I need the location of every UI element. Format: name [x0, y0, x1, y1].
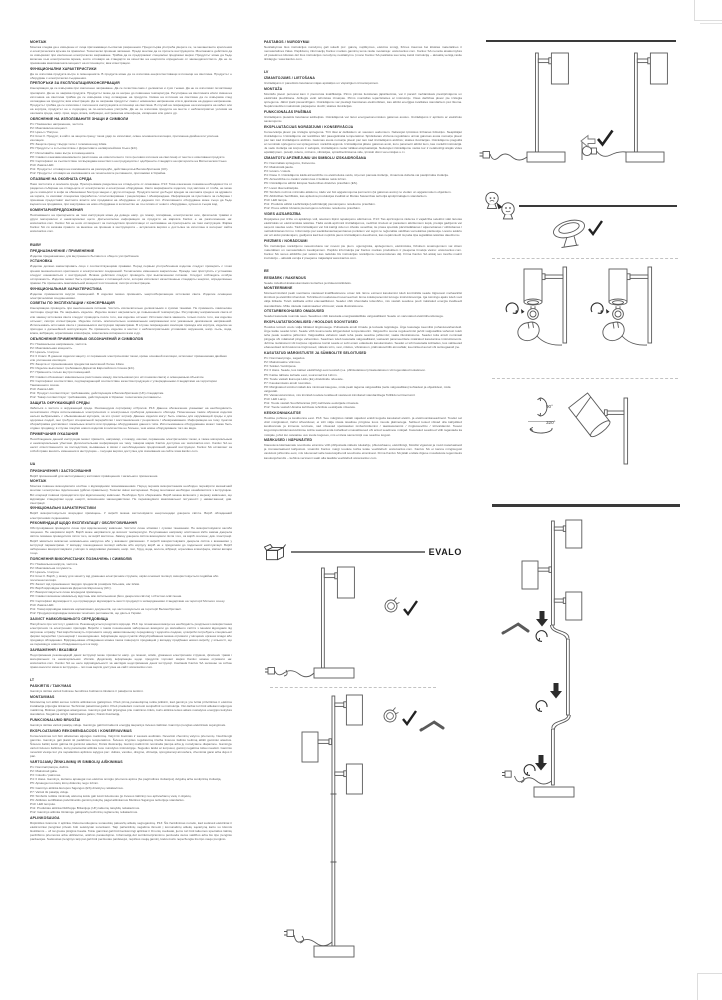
symbol-explanation-item: P8: Simbolis reiškia minimalų atstumą kokiu gali turėti šviestuvas (jo šviesos šaltinis) nuo apšviečiamų vietų ir objektų.	[30, 793, 192, 798]
divider-line	[291, 551, 425, 552]
section-heading: ОБЯСНЕНИЕ НА ИЗПОЛЗВАНИТЕ ЗНАЦИ И СИМВОЛИ	[30, 116, 129, 121]
section-paragraph: Заботься о чистоте и окружающей среде. Рекомендуем сортировку отбросов. P13: Данное обозначение указывает на необходимость селективного сбора использованных электрических и электронных приборов домашнего обихода. Помеченные таким образом изделия нельзя выбрасывать с обыкновенным мусором, за это грозит штраф. Данные изделия могут быть опасны для окружающей среды и для здоровья людей, они требуют специальной переработки / восстановления / рециклинга / обезвреживания. Информацию на тему пунктов сбора/приёма доставляют локальные власти или продавцы оборудования данного типа. Использованное оборудование может также быть отдано продавцу, в случае покупки нового изделия в количестве не больше, чем новое оборудование того же вида.	[30, 405, 232, 431]
section-paragraph: Монтаж повинен виконуватися особою з відповідними повноваженнями. Перед першим використанням необхідно перевірити механічний монтаж і електричне підключення (дійсно правильно). Технічні зміни застережені. Перед монтажем необхідно ознайомитися з інструкцією. Всі операції повинні проводитися при відключеному живленні. Необхідно бути обережним. Виріб можна включати у мережу живлення, що відповідає стандартам щодо енергії, визначеним законодавством. Не перевищувати максимальної потужності у навантаженні; див. ілюстрації.	[30, 484, 232, 505]
symbol-explanation-item: P7: Kasutamiseks ainult ruumides.	[264, 380, 312, 385]
section-paragraph: Изделие должно замонтировать лицо с соответствующими правами. Перед первым употреблением изделие следует проверить с точки зрения механического крепления и электрических соединений. Технические изменения закреплены. Прежде чем приступить к установке следует ознакомиться с инструкцией. Всякие действия следует проводить при выключенном питании. Следует соблюдать особую осторожность. Изделие может быть присоединено к питающей сети, которая исполняет качественные стандарты энергии, определённые правом. Не превышать максимальной мощности источников; смотри иллюстрацию.	[30, 264, 232, 285]
language-section-ru-by	[30, 243, 232, 454]
allen-key-icon	[421, 720, 443, 730]
section-paragraph: Недотримання рекомендацій даної інструкції може призвести напр. до пожежі, опіків, ураження електричним струмом, фізичних травм і матеріальних та нематеріальних збитків. Додаткову інформацію щодо продуктів торгової марки Kanlux можна отримати на: www.kanlux.com. Kanlux SA не несе відповідальності за наслідки недотримання даної інструкції. Компанія Kanlux SA залишає за собою право вносити зміни в інструкцію – поточна версія доступна на сайті www.kanlux.com.	[30, 652, 232, 670]
text-column-left	[30, 38, 232, 986]
section-heading: PIEZĪMES / NORĀDĪJUMI	[264, 238, 308, 243]
section-heading: EKSPLUATĀCIJAS NORĀDĪJUMI / KONSERVĀCIJA	[264, 124, 354, 129]
symbol-explanation-item: P4: Клас II. Виріб, у якому для захисту від ураження електричним струмом, окрім основної ізоляції, використовується подвійна або посилена ізоляція.	[30, 573, 219, 582]
symbol-explanation-item: P3: Sokkel / lambipesa.	[264, 364, 297, 369]
section-paragraph: Да се използва продукта вътре в помещенията. В продукта може да се използва енергоспестяващи източници на светлина. Продуктът е оборудван с електрически съединения.	[30, 71, 232, 80]
symbol-explanation-item: P11: Produkts atbilst Lielbritānijā (Lielbritānijā) piemērojamo noteikumu prasībām.	[264, 202, 376, 206]
section-paragraph: Консервацию проводить при выключенном питании. Чистить исключительно деликатными и сухими тканями. Не применять химические чистящие средства. Не закрывать изделие. Изделие может нагреваться до повышенной температуры. Регулировку направления света и/или замену источника света следует проводить после того, как изделие остынет. Источник света заменять только после того, как изделие остынет; смотри иллюстрацию. Изделие питать исключительно номинальным напряжением или указанным диапазоном напряжений. Использовать источники света с указанными в инструкции параметрами. В случае повреждения изоляции провода или корпуса, изделие не пригодно к дальнейшей эксплуатации. Не применять изделие в местах с неблагоприятными условиями окружения, напр. пыль, вода, влага, вибрации, агрессивная атмосфера, химические испарения газов и др.	[30, 306, 232, 335]
bulb-replacement-icon	[483, 190, 519, 224]
section-heading: КОМЕНТАРИ/ПРЕДЛОЖЕНИЯ	[30, 208, 83, 213]
symbol-explanation-item: P2: Maksimali galia.	[30, 769, 58, 774]
arrow-left-icon	[581, 136, 595, 148]
symbol-explanation-item: P10: LED Lamp.	[264, 397, 287, 402]
tilt-angle-label: 90°	[546, 404, 553, 409]
symbol-explanation-item: P9: Vastavustunnistus, mis kinnitab toodete kvaliteedi vastavust kinnitatud standarditega Tolliliidu territooriumil.	[264, 393, 416, 398]
language-section-ua	[30, 462, 232, 669]
section-heading: PASTABOS / NURODYMAI	[264, 39, 310, 44]
section-paragraph: Hoolitse puhtuse ja keskkonna eest. P13: See märgistus näitab vajadust eraldi koguda kasutatud elektri- ja elektroonikaseadmeid. Toodet sel viisil märgistatud, trahvi ähvardusel, ei tohi välja visata tavalisse prügisse koos muude jäätmetega. Sellised tooted võivad olla kahjulikud keskkonnale ja inimeste tervisele, nad nõuavad spetsiaalset ümbertöötlemist / taaskasutamist / ringlussevõttu / kõrvaldamist. Teavet kogumispunktide/vastuvõtmise kohta saavad anda kohalikud omavalitsused või antud seadmete müüjad. Kasutatud seadmed võib tagastada ka müüjale, juhul kui ostetakse uus toode koguses, mis ei ületa sama tüüpi uue seadme kogust.	[264, 416, 462, 437]
section-heading: ФУНКЦІОНАЛЬНІ ХАРАКТЕРИСТИКИ	[30, 506, 96, 511]
section-rule	[492, 504, 680, 507]
section-heading: EKSPLOATAVIMO REKOMENDACIJOS / KONSERVAVIMAS	[30, 728, 132, 733]
rotate-arrow-icon	[506, 303, 603, 314]
language-section	[264, 40, 462, 61]
section-heading: VARTOJAMŲ ŽENKLINIMŲ IR SIMBOLIŲ AIŠKINIMAS	[30, 760, 123, 764]
section-heading: EKSPLUATATSIOONILISED / HOOLDUS SOOVITUSED	[264, 319, 358, 324]
step-divider	[270, 687, 436, 688]
section-paragraph: Seade mõeldud ärakasutamiseks korterites ja üldeesmärkideks.	[264, 280, 352, 285]
symbol-explanation-item: P1: Номінальна напруга, частота.	[30, 561, 79, 566]
section-paragraph: Šīs instrukcijas norādījumu neievērošana var novest pie piem. ugunsgrēka, apdegumiem, elektrošoka, fiziskiem ievainojumiem vai citiem materiāliem un nemateriāliem zaudējumiem. Papildu informācija par Kanlux markas produktiem ir pieejama tīmekļa vietnē: www.kanlux.com. Kanlux SA nenes atbildību par sekām kas radušās šīs instrukcijas norādījumu neievērošanas dēļ. Firma Kanlux SA atstāj sev tiesību mainīt instrukciju – aktuālā versija ir pieejama mājaslapā www.kanlux.com.	[264, 243, 462, 261]
section-rule	[519, 205, 677, 207]
section-heading: FUNKCIONĀLĀS ĪPAŠĪBAS	[264, 109, 312, 114]
section-paragraph: Изделие применяется внутри помещений. В изделии можно применять энергосберегающие источники света. Изделие оснащено электрическими соединениями.	[30, 291, 232, 300]
section-heading: EESMÄRK / RAKENDUS	[264, 275, 307, 280]
language-section-lv	[264, 70, 462, 260]
section-heading: APLINKOSAUGA	[30, 815, 60, 820]
checkmark-icon	[404, 601, 417, 614]
allen-key-icon	[503, 622, 528, 633]
section-heading: VIDES AIZSARDZĪBA	[264, 211, 301, 216]
symbol-explanation-item: P9: Сертификат за съответствие потвърждава качеството на продукцията с одобрените стандарти на критериите на Митническия Съюз.	[30, 158, 228, 163]
swivel-angle-label: 320°	[546, 420, 556, 425]
symbol-explanation-item: P4: Клас II. Продукт, в който за защита срещу токов удар се използват, освен основната изолация, приложена двойна или усилена изолация.	[30, 134, 219, 143]
section-heading: ФУНКЦИОНАЛЬНАЯ ХАРАКТЕРИСТИКА	[30, 286, 102, 291]
symbol-explanation-item: P8: Simbols nozīmē minimālo attālumu, kādu var būt apgaismojuma ķermenim (tā gaismas avots) no vietām un apgaismotiem objektiem.	[264, 189, 452, 194]
symbol-explanation-item: P4: II klasė. Gaminys, kuriame apsaugai nuo elektros smūgio priemonė apima (be pagrindinės izoliacijos) dvigubą arba sustiprintą izoliaciją.	[30, 777, 222, 782]
section-heading: ФУНКЦИОНАЛНИ ХАРАКТЕРИСТИКИ	[30, 66, 97, 71]
symbol-explanation-item: P6: Izstrādājums atbilst Eiropas Savienības direktīvu prasībām (ES).	[264, 181, 358, 186]
section-heading: KESKKONNAKAITSE	[264, 411, 301, 416]
symbol-explanation-item: P3: Cokolis / patronas.	[30, 773, 62, 778]
language-section	[30, 40, 232, 234]
page-corner-mark	[697, 973, 722, 1000]
symbol-explanation-item: P2: Максимальная мощность.	[30, 345, 73, 350]
checkmark-icon	[598, 131, 613, 145]
symbol-explanation-item: P5: Захист від проникнення твердих предметів розміром більшим, ніж 12мм.	[30, 582, 140, 587]
section-paragraph: Montavimą turi atlikti asmuo turintis atitinkamus įgaliojimus. Prieš pirmą panaudojimą reikia įsitikinti, kad gaminys yra tvirtai pritvirtintas ir elektros instaliacija prijungta tinkamai. Techniniai pakeitimai galimi. Prieš pradedant montuoti susipažinti su instrukcija. Visi darbai turi būti atliekami atjungus maitinimą. Būtinas ypatingas atsargumas. Gaminys gali būti prijungtas prie maitinimo tinklo, kuris atitinka teisės aktais nustatytus energijos kokybės standartus. Negalima viršyti maksimalios galios; žiūrėk iliustraciją.	[30, 700, 232, 717]
section-heading: ПОЯСНЕННЯ ВИКОРИСТАНИХ ПОЗНАЧЕНЬ І СИМВОЛІВ	[30, 556, 132, 561]
symbol-explanation-item: P6: Toode vastab Euroopa Liidu (EL) direktiivide nõuetele.	[264, 376, 344, 381]
page-corner-mark	[694, 0, 722, 21]
page-corner-mark	[700, 23, 722, 24]
section-paragraph: Несоблюдение данной инструкции может привести, например, к пожару, ожогам, поражению электрическим током, а также материальным и нематериальным убыткам. Дополнительная информация на тему товаров марки Kanlux доступна на: www.kanlux.com. Kanlux SA не несёт ответственности за последствия, вызванные в связи с несоблюдением предписаний данной инструкции. Kanlux SA оставляет за собой право вносить изменения в инструкцию – текущая версия доступна для скачивания на сайте www.kanlux.com.	[30, 436, 232, 454]
symbol-explanation-item: P7: Vartoti tik patalpų viduje.	[30, 789, 69, 794]
symbol-explanation-item: P7: Lietot tikai iekštelpās.	[264, 185, 299, 190]
symbol-explanation-item: P2: Maksimālā jauda.	[264, 165, 294, 170]
symbol-explanation-item: P1: Nominālais spriegums, frekvence.	[264, 160, 316, 165]
section-paragraph: Виріб використовується всередині приміщень. У виробі можна застосовувати енергоощадні джерела світла. Виріб обладнаний електричними з'єднаннями.	[30, 511, 232, 520]
symbol-explanation-item: P12: Prece atbilst Ukrainā piemērojamo tehnisko noteikumu prasībām.	[264, 206, 361, 211]
section-heading: MÄRKUSED / NÄPUNÄITED	[264, 438, 313, 443]
symbol-explanation-item: P4: Klase II. Izstrādājums kādā aizsardzību no elektrošoka veido, izņemot pamata izolāciju, izmantota dubulta vai pastiprināta izolācija.	[264, 173, 449, 178]
shade-orientation-drawing	[548, 216, 610, 258]
language-tag: LV	[264, 70, 269, 74]
section-paragraph: Hooldus toimub voolu välja lülitatud tingimusega. Puhastada ainult õrnade ja kuivade lappidega. Ärge kasutage keemilisi puhastusvahendeid. Ärge katke seadet kinni. Seade võib kuumeneda kõrgendatud temperatuurini. Valgusvihu suuna reguleerimist ja/või valgusallika vahetust tuleb teha peale seadme jahtumist. Valgusallika vahetust saab teha peale seadme jahtumist; vaata illustratsioone. Seadet toita ainult nominaal pingega või määratud pinge vahemikus. Seadmes tuleb kasutada valgusallikaid, vastavalt parameetritele määratud kasutamise instruktsioonis. Juhtme isolatsiooni või korpuse vigastuse korral seade ei sobi enam edasiseks kasutamiseks. Seadet ei tohi kasutada kohtades, kus valitsevad ebasoodsad ümbruskonna tingimused, näiteks tolm, vesi, niiskus, vibratsioon, plahvatusohtlik atmosfäär, keemilised aurud või suitsugaasid jne.	[264, 324, 462, 350]
section-heading: MONTAVIMAS	[30, 695, 55, 700]
checkmark-icon	[403, 711, 416, 724]
symbol-explanation-item: P10: Лампа LED.	[30, 386, 55, 391]
section-heading: IZMANTOJUMS / LIETOŠANA	[264, 76, 315, 81]
symbol-explanation-item: P12: Gaminys atitinka Ukrainoje galiojančių techninių reglamentų reikalavimus.	[30, 810, 138, 815]
text-column-middle	[264, 38, 462, 540]
symbol-explanation-item: P2: Maksimaalne võimsus.	[264, 360, 301, 365]
section-heading: FUNKCIONALUMO BRUOŽAI	[30, 718, 81, 723]
section-heading: УСТАНОВКА	[30, 259, 53, 264]
section-paragraph: Konservācija jāveic pie izslēgta sprieguma. Tīrīt tikai ar delikātiem un sausiem audumiem. Nelietojiet ķīmiskus tīrīšanas līdzekļus. Neapklājiet izstrādājumu. Izstrādājums var iesildīties līdz paaugstinātai temperatūrai. Spīdēšanas virziena regulēšanu un/vai gaismas avota nomaiņu jāveic pēc tam kad izstrādājums atdzisis. Gaismas avota nomaiņu jāveic pēc tam kad izstrādājums atdzisis; skaties ilustrācijas. Izstrādājumu pieguldā ar nominālo spriegumu vai spriegumiem norādītā apjomā. Izstrādājumā jālieto gaismas avoti, kuru parametri atbilst tiem, kas norādīti instrukcijā. Ja vadu izolācija vai korpuss ir sabojāts, izstrādājums neder tālākai ekspluatācijai. Nelietojiet izstrādājumu vietās kur ir nelabvēlīgi ārējās vides apstākļi piem. putekļi, ūdens, mitrums, vibrācijas, sprādzienbīstama vide, ķīmiski dūmi vai emisijas u.t.t.	[264, 129, 462, 155]
symbol-explanation-item: P5: Защита срещу твърди тела с големина над 12мм.	[30, 142, 108, 147]
section-heading: МОНТАЖ	[30, 39, 47, 44]
symbol-explanation-item: P4: II klass. Seade, kus kaitset elektrilöögi eest teostab (v.a. põhiisolatsioon) lisaisolatsioon või tugevdatud isolatsioon.	[264, 368, 426, 373]
symbol-explanation-item: P1: Nominaal pinge, sagedus.	[264, 356, 306, 361]
section-paragraph: Піклуйтеся про чистоту і довкілля. Рекомендується розділяти відходи. P13: Це позначення вказує на необхідність роздільного використання електричних та електронних приладів. Вироби з таким позначенням заборонено викидати до звичайного сміття з іншими відходами під загрозою штрафу. Такі вироби можуть спричинити шкоду навколишньому середовищу і здоров'ю людини, ці вироби потребують спеціальної форми переробки / регенерації / знешкодження. Інформацію щодо пунктів збору/приймання можна отримати у місцевих органах влади або продавця обладнання. Відпрацьоване обладнання можна також повернути продавцеві у випадку придбання нового виробу, у кількості, що не перевищує нового обладнання цього ж виду.	[30, 621, 232, 647]
symbol-explanation-item: P7: Використовується лише всередині приміщень.	[30, 590, 103, 595]
symbol-explanation-item: P8: Символ визначає мінімальну відстань між світильником (його джерелом світла) і об'єктом освітлення.	[30, 594, 183, 599]
section-heading: IZMANTOTU APZĪMĒJUMU UN SIMBOLU IZSKAIDROŠANA	[264, 155, 367, 160]
section-paragraph: Gaminys skirtas vartoti patalpų viduje. Gaminyje gali būti taikomi energiją taupantys šviesos šaltiniai. Gaminys įrengtas elektriniais sujungimais.	[30, 723, 227, 728]
symbol-explanation-item: P9: Сертификат соответствия, подтверждающий соответствие качества продукции с утверждёнными стандартами на территории Таможенного союза.	[30, 378, 217, 387]
symbol-explanation-item: P6: Виріб відповідає вимогам Директив Євросоюзу (ЄС).	[30, 586, 112, 591]
section-heading: ПРЕДНАЗНАЧЕНИЕ / ПРИМЕНЕНИЕ	[30, 248, 95, 253]
symbol-explanation-item: P8: Символ обозначает минимальное расстояние между светильником (его источником света) и освещаемым объектом.	[30, 374, 205, 379]
section-heading: ПРИМЕЧАНИЯ /УКАЗАНИЯ	[30, 432, 79, 436]
section-heading: PASKIRTIS / TAIKYMAS	[30, 684, 72, 689]
symbol-explanation-item: P1: Номинальное напряжение, частота.	[30, 341, 88, 346]
floor-lamp-drawing	[264, 692, 462, 962]
section-heading: KASUTATUD MÄRGISTUSTE JA SÜMBOLITE SELGITUSED	[264, 351, 367, 356]
language-tag: UA	[30, 462, 36, 467]
product-header	[264, 541, 462, 563]
section-paragraph: Неспазването на препоръките на тази инструкция може да доведе напр. до пожар, попарване, електрически шок, физически травми и други материални и нематериални щети. Допълнителна информация за продукти на марката Kanlux е на разположение на: www.kanlux.com. Kanlux SA не носи отговорност за последствия произтичащи от неспазване на препоръките на тази инструкция. Фирма Kanlux SA си запазва правото за внасяне на промени в инструкцията – актуалната версия е достъпна за изтегляне в интернет сайта www.kanlux.com.	[30, 212, 232, 234]
section-heading: ОПАЗВАНЕ НА ОКОЛНАТА СРЕДА	[30, 176, 92, 181]
symbol-explanation-item: P10: Лампа LED.	[30, 602, 55, 607]
section-heading: ЗАХИСТ НАВКОЛИШНЬОГО СЕРЕДОВИЩА	[30, 616, 109, 621]
language-tag: RU/BY	[30, 242, 42, 247]
symbol-explanation-item: P1: Nominali įtampa, dažnis.	[30, 764, 70, 769]
symbol-explanation-item: P3: Цоколь / патрон.	[30, 569, 60, 574]
language-tag: LT	[30, 678, 35, 683]
symbol-explanation-item: P3: Цокъл / Патрон.	[30, 130, 59, 134]
section-paragraph: Izstrādājums pieteikts lietošanai iekštelpās. Izstrādājumā var lietot energoekonomiskos gaismas avotus. Izstrādājums ir aprīkots ar elektrisko savienojumu.	[264, 114, 462, 124]
symbol-explanation-item: P8: Märgistatud sümbol näitab ära minimaal kauguse, mida peab tagama valgusallika (selle valgusallikas) kohtadest ja objektidest, mida valgustab.	[264, 384, 451, 393]
symbol-explanation-item: P12: Toode vastab Ukraina kehtivate tehniliste eeskirjade nõuetele.	[264, 405, 356, 410]
twist-arrow-icon	[524, 631, 547, 776]
section-heading: МОНТАЖ	[30, 479, 47, 484]
symbol-explanation-item: P6: Gaminys atitinka Europos Sąjungos (ES) direktyvų reikalavimus.	[30, 785, 124, 790]
symbol-explanation-item: P3: Ietvars / cokols.	[264, 169, 291, 174]
symbol-explanation-item: P2: Максимална мощност.	[30, 125, 68, 130]
section-paragraph: Käesoleva käsiraamatu soovituste eiramine võib põhjustada näiteks tulekahju, põletushaavu, elektrilöögi, füüsilisi vigastusi ja muid materiaalseid ja immateriaalseid kahjustusi. Lisainfot Kanlux margi toodete kohta leiate veebilehelt: www.kanlux.com. Kanlux SA ei kanna mingisugust vastutust juhtumite eest, mis tulenevad selle kasutusjuhendi soovituste eiramisest. Firma Kanlux SA jätab endale õiguse muudatuste tegemiseks kasutusjuhendis – kehtiva versiooni saab alla laadida veebilehelt www.kanlux.com.	[264, 443, 462, 460]
section-paragraph: Пази чистотата и околната среда. Препоръчваме разделяне на отпадъците от опаковане. P13: Това означение показва необходимостта от разделно събиране на отпадъците от електрическо и електронно оборудване. Както маркираните изделия, под заплаха от глоба, не може да се изхвърлят в кофи за обикновени боклуци заедно с други отпадъци. Продукти могат да бъдат вредни за околната среда и за здравето на хората, те изискват специална преработка / оползотворяване / рециклиране / обезвреждане. Информация за пунктовете за събиране / приемане предоставят местните власти или продавачи на оборудване от дадения тип. Използваното оборудване може също да бъде върнато на продавача, при закупуване на ново оборудване в количество не по-голямо от новото оборудване, купено в същия вид.	[30, 181, 232, 207]
section-rule	[486, 40, 676, 42]
symbol-explanation-item: P10: Лампа LED.	[30, 162, 55, 167]
symbol-explanation-item: P2: Максимальна потужність.	[30, 565, 73, 570]
symbol-explanation-item: P4: II Класс. В данном изделии защиту от поражения электрическим током, кроме основной изоляции, исполняет применяемая двойная или усиленная изоляция.	[30, 353, 227, 363]
symbol-explanation-item: P9: Atbilstības Sertifikāts, kas apliecina produkcijas kvalitāti ar Muitas Savienības teritorijā apstiprinātajiem standartiem.	[264, 193, 428, 198]
section-paragraph: Gaminys skirtas vartoti butinėse bendrinės buitinėms tikslams ir patalpoms lenkimi.	[30, 689, 144, 694]
section-paragraph: Nesilaikymas šios instrukcijos nurodymų gali sukelti pvz. gaisrą, nuplikymus, elektros smūgį, fizines traumas bei kitokias materialines ir nematerialines žalas. Papildomų informacijų Kanlux markės gaminių tema rasite svetainėje: www.kanlux.com. Kanlux SA neneša atsakomybės už pasekmes kilusias dėl šios instrukcijos nurodymų nesilaikymo. Įmonė Kanlux SA pasilieka sau teisę keisti instrukciją – aktualią versiją rasite tinklapyje: www.kanlux.com.	[264, 44, 462, 61]
section-heading: ПРЕПОРЪКИ ЗА ЕКСПЛОАТАЦИЯ/КОНСЕРВАЦИЯ	[30, 81, 120, 86]
language-section-ee	[264, 269, 462, 459]
symbol-explanation-item: P7: Използвайте само вътре в помещенията.	[30, 150, 95, 155]
symbol-explanation-item: P9: Сертифікат відповідності, що підтверджує відповідність якості продукції із затвердженими стандартами на території Митного союзу.	[30, 598, 226, 603]
section-paragraph: Монтаж следва да е извършен от лица притежаващи съответни разрешения. Преди първа употреба уверете се, че механичните крепления и електрическата връзка са правилни. Технически промени запазени. Преди монтаж да се прочете инструкцията. Монтажните действия да се извършват при изключено електрическо захранване. Трябва да се предприемат специални предпазни мерки. Продуктът може да бъде включен към електрическа мрежа, която отговаря на стандарти за качество на енергията определени от законодателството. Да не се превишава максималната мощност на източниците; виж илюстрации.	[30, 44, 232, 65]
section-paragraph: Seadet kasutada ruumide sees. Seadmes võib kasutada energiasäästlikke valgusallikaid. Seade on varustatud elektriühendustega.	[264, 314, 444, 319]
section-paragraph: Rūpinkitės švarumu ir aplinka. Rekomenduojame sunaudotų pakuočių atliekų segregavimą. P13: Šis ženklinimas nurodo, kad sudėvėti elektriniai ir elektroniniai įrenginiai privalo būti selektyviai surenkami. Taip paženklintų negalima išmesti į komunalinių atliekų sąvartyną kartu su kitomis šiukšlėmis – už tai gresia piniginė bauda. Tokie gaminiai gali būti kenksmingi aplinkai ir žmonių sveikatai, jiems turi būti taikomos specialios šalinių perdirbimo priemonės arba utilizavimo, antrinio panaudojimo. Informaciją dėl surinkimo/priėmimo perduoda vietos valdžios arba šio tipo įrenginio pardavėjas. Sudėvėtas įrenginys taip pat gali būti perduotas pardavėjui, nupirkus naują gaminį, kiekiu kuris neperžengia šio tipo naujo įrenginio.	[30, 820, 232, 842]
language-section-lt	[30, 678, 232, 841]
symbol-explanation-item: P5: Aizsardzība no cietām vielām kas ir lielākas nekā 12mm.	[264, 177, 347, 182]
symbol-explanation-item: P11: Товар відповідає вимогам нормативних документів, що застосовуються на території Великобританії.	[30, 606, 182, 611]
power-connection-step-drawing	[475, 46, 680, 168]
symbol-explanation-item: P6: Продуктът е в съответствие с Директивите на Европейския Съюз (ЕС).	[30, 146, 138, 151]
symbol-explanation-item: P12: Товар соответствует требованиям, действующим в Украине: технические регламенты.	[30, 395, 162, 400]
section-paragraph: Изделие предназначено для внутреннего бытового и общего употребления.	[30, 253, 140, 258]
symbol-explanation-item: P3: Цоколь / патрон.	[30, 349, 60, 354]
section-heading: OTSTARBEKOHASED OMADUSED	[264, 309, 325, 314]
section-paragraph: Monteerimistööd peab sooritama vastavad kvalifikatsioone omav isik. Enne esimest kasutamist tuleb kontrollida seade õigsusest mehaanilist kinnitust ja elektrilist ühendust. Tehnilised muudatused reserveeritud. Enne kokkupanemist tutvuge instruktsiooniga. Iga toimingu ajaks tuleb vool välja lülitada. Tuleb säilitada erilist ettevaatlikkust. Seadet võib ühendada toitevõrku, mis vastab seaduse poolt määratud energia kvaliteedi standarditele. Mitte ületada maksimaalset võimsust; vaata illustratsioone.	[264, 291, 462, 308]
symbol-explanation-item: P11: Продукт соответствует требованиям, действующим в Великобритании (UK) стандартам.	[30, 390, 165, 395]
step-divider	[492, 258, 678, 259]
symbol-explanation-item: P10: LED lampa.	[264, 197, 288, 202]
symbol-explanation-item: P8: Символ означава минималното разстояние на осветителното тяло (неговия източник на светлина) от места и осветявани продукти.	[30, 154, 226, 159]
section-paragraph: Виріб призначений для застосування у житлових приміщеннях і загального призначення.	[30, 473, 159, 478]
table-lamp-drawing	[264, 564, 462, 686]
section-heading: MONTEERIMINE	[264, 286, 293, 291]
gu10-bulb-icon	[385, 598, 400, 613]
symbol-explanation-item: P5: Apsauga nuo kietų kūnų didesnių negu 12mm.	[30, 781, 99, 786]
symbol-explanation-item: P7: Применять только внутри помещений.	[30, 370, 91, 375]
gu10-bulb-icon	[384, 708, 399, 723]
symbol-explanation-item: P11: Toode vastab Suurbritannias (UK) kehtivate eeskirjade nõuetele.	[264, 401, 360, 406]
section-heading: РЕКОМЕНДАЦІЇ ЩОДО ЕКСПЛУАТАЦІЇ / ОБСЛУГОВУВАННЯ	[30, 521, 137, 526]
bulb-insertion-steps-drawing	[495, 263, 680, 369]
symbol-explanation-item: P12: Продуктът отговаря на изискванията на техническите регламенти, приложими в Украйна.	[30, 171, 167, 176]
product-name: EVALO	[428, 547, 462, 557]
pole-assembly-steps-drawing	[495, 515, 605, 807]
section-paragraph: Обслуговування проводити лише при відключеному живленні. Чистити лише м'якими і сухими тканинами. Не використовувати засоби чищення. Не накривати виріб. Виріб може нагріватися до високої температури. Регулювання напрямку освітлення і/або заміна джерела світла повинна проводитися після того, як виріб вистигне. Заміну джерела світла виконувати після того, як виріб охолоне; див. ілюстрації. Виріб живиться виключно номінальною напругою або у вказаних діапазонах. У виробі використовувати джерела світла з вказаними у інструкції параметрами. У випадку пошкодження ізоляції кабелю або корпусу виріб не є придатним до подальшої експлуатації. Виріб заборонено використовувати у місцях із шкідливими умовами, напр. пил, бруд, вода, волога, вібрації, агресивна атмосфера, хімічні випари тощо.	[30, 526, 232, 555]
section-paragraph: Montāžu jāveic personai kam ir piemērota kvalifikācija. Pirms pirmās lietošanas jāpārliecinās, vai ir pareizi mehāniskais piestiprinājums un elektriskā pievilkšana. Aizliegts veikt tehniskas izmaiņas. Pirms montāžas iepazīstieties ar instrukciju. Visas darbības jāveic pie izslēgta sprieguma. Jābūt īpaši piesardzīgam. Izstrādājumu var pieslēgt barošanas elektrotīklam, kas atbilst enerģijas kvalitātes standartiem pēc likuma. Nepārsniedziet maksimālo pieļaujamo slodzi; skaties ilustrācijas.	[264, 91, 462, 109]
head-rotation-drawing	[520, 388, 642, 480]
symbol-explanation-item: P5: Kaitse tahkete kehade eest, suuremad kui 12mm.	[264, 372, 338, 377]
symbol-explanation-item: P10: LED lemputė.	[30, 801, 56, 806]
section-heading: ЗАУВАЖЕННЯ / ВКАЗІВКИ	[30, 647, 78, 652]
symbol-explanation-item: P12: Продукція відповідає вимогам технічних регламентів, що діють в Україні.	[30, 610, 142, 615]
symbol-explanation-item: P11: Продуктът отговаря на изискванията на разпоредби, действащи във Великобритания (UK).	[30, 166, 169, 171]
section-paragraph: Konservavimas turi būti atliekamas atjungus maitinimą. Valyti tik švelniais ir sausais audiniais. Nevartoti cheminių valymo priemonių. Neuždengti gaminio. Gaminys gali įkaisti iki padidintos temperatūros. Šviesos krypties reguliavimą ir/arba šviesos šaltinio keitimą atlikti gaminiui ataušus. Šviesos šaltinį keisti galima tik gaminiui ataušus; žiūrėk iliustraciją. Gaminį maitinti tik nominalia įtampa arba jų nurodytame diapazone. Gaminyje vartoti šviesos šaltinius, kurių parametrai atitinka tuos nurodytus instrukcijoje. Sugedus laidui ar korpusui, gaminį negalima toliau naudoti. Gaminio nevartoti vietoje kur yra nepalankios aplinkos sąlygos par.: dulkės, vanduo, drėgmė, vibracija, sprogstamoji atmosfera, cheminiai garai arba dujos ir pan.	[30, 733, 232, 759]
language-tag: EE	[264, 269, 269, 274]
section-heading: ПРИЗНАЧЕННЯ / ЗАСТОСУВАННЯ	[30, 468, 92, 473]
checkmark-icon	[589, 221, 602, 234]
section-heading: СОВЕТЫ ПО ЭКСПЛУАТАЦИИ / КОНСЕРВАЦИЯ	[30, 301, 115, 306]
section-paragraph: Консервация да се извършва при изключено захранване. Да се почиства само с деликатни и сухи тъкани. Да не се използват почистващи препарати. Да не се закрива продукта. Продуктът може да се нагрее до повишена температура. Регулиране на светлината и/или смяна на източника на светлина трябва да се извършва след охлаждане на продукта. Смяна на източник на светлина да се извършва след охлаждане на продукта; виж илюстрации. Да се захранва продуктът само с номинално напрежение или в диапазон на дадено напрежение. Продуктът трябва да се използва с посочени в инструкцията източници на светлина. В случай на повреждане на изолацията на кабел или на корпуса, продуктът не е подходящ за по-нататъшна употреба. Да не се използва продукта на места с неблагоприятни условия на околната среда, напр. прах, вода, влага, вибрации, екстремална атмосфера, изпарения или дим и др.	[30, 86, 232, 116]
symbol-explanation-item: P9: Atitikties sertifikatas patvirtinantis gaminių kokybę pagal atitinkamus Muitinės Sąjungos teritorijoje standartus.	[30, 797, 185, 802]
section-heading: ЗАЩИТА ОКРУЖАЮЩЕЙ СРЕДЫ	[30, 400, 90, 405]
section-heading: MONTĀŽA	[264, 86, 283, 91]
push-down-arrow-icon	[535, 611, 562, 771]
symbol-explanation-item: P1: Номинално напрежение, честота.	[30, 121, 84, 126]
symbol-explanation-item: P11: Produktas atitinka Didžiojoje Britanijoje (UK) taikomų taisyklių reikalavimus.	[30, 806, 140, 811]
section-paragraph: Izstrādājums ir paredzēts lietošanai mājas apstākļos un vispārīgiem izmantojumiem.	[264, 81, 380, 86]
symbol-explanation-item: P6: Изделие выполняет требования Директив Европейского Союза (ЕС).	[30, 366, 135, 371]
packaging-box-icon	[264, 542, 286, 563]
section-paragraph: Rūpējieties par tīrību un apkārtējo vidi, ieteicam šķirot iepakojumu atkritumus. P13: Tas apzīmējums rāda ka ir vajadzība selektīvi vākt lietotas elektriskās un elektroniskās iekārtas. Tādā veidā apzīmēti izstrādājumus, nedrīkst izsviest ar parastiem atkritumiem kopā, pretējā gadījumā var saņemt naudas sodu. Tādi izstrādājumi var būt kaitīgi videi un cilvēku veselībai, tie prasa speciālu pārstrādāšanas / atjaunošanas / utilizēšanas / neitralizēšanas formu. Informāciju par savākšanas/saņemšanas punktiem var iegūt no reģionālās valdības vai iekārtas pārdevēja. Lietotu iekārtu var arī atdot pārdevējam, gadījumā kad tiek nopirkts jauns izstrādājums daudzumā, kas nepārsniedz tā paša tipa iegādātās iekārtas daudzumu.	[264, 216, 462, 238]
symbol-explanation-item: P5: Защита от проникновения предметов величиной более 12мм.	[30, 362, 125, 367]
section-heading: ОБЪЯСНЕНИЯ ПРИМЕНЯЕМЫХ ОБОЗНАЧЕНИЙ И СИМВОЛОВ	[30, 336, 144, 341]
step-divider	[492, 378, 678, 379]
